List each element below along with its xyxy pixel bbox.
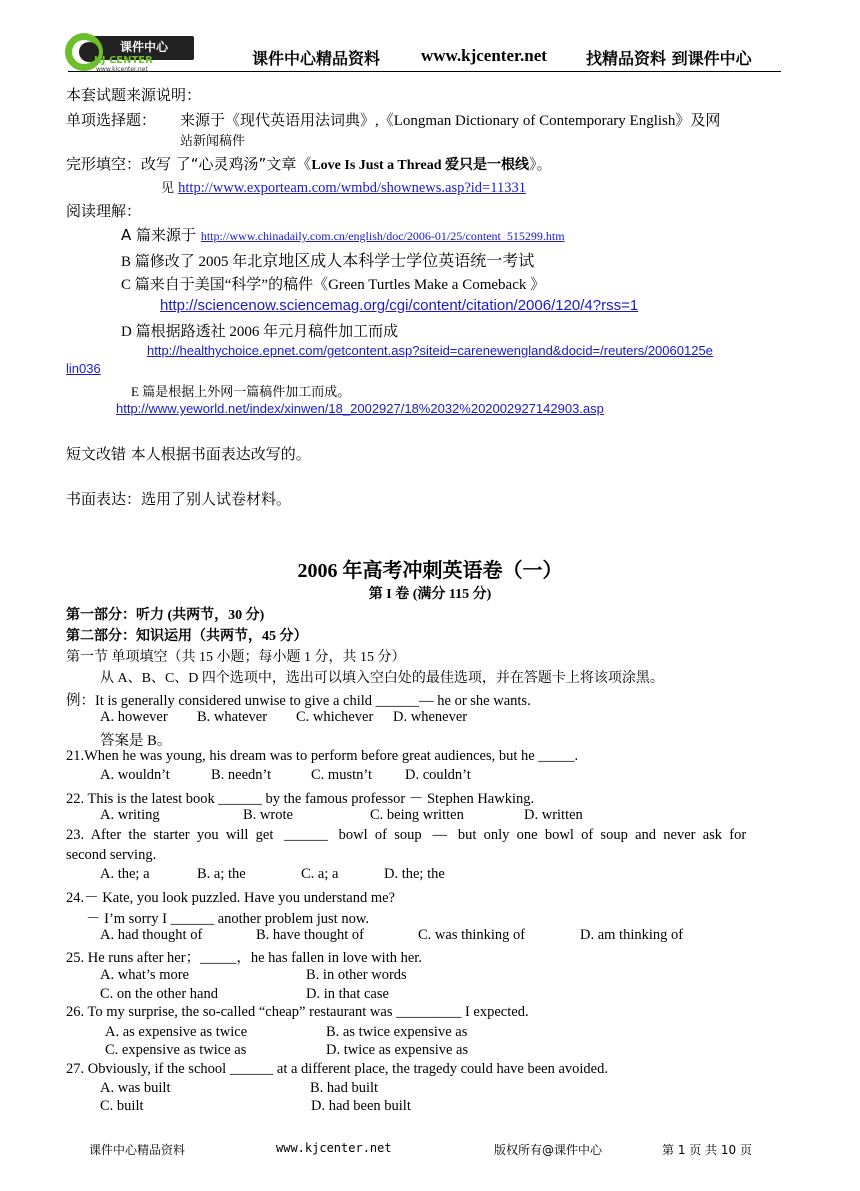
example-option: D. whenever [393, 709, 468, 725]
single-text-cont: 站新闻稿件 [180, 134, 246, 149]
reading-c-link[interactable]: http://sciencenow.sciencemag.org/cgi/content/citation/2006/120/4?rss=1 [160, 297, 639, 314]
q27-option-c: C. built [100, 1098, 144, 1114]
single-text: 来源于《现代英语用法词典》,《Longman Dictionary of Contemporary English》及网 [180, 113, 721, 129]
sources-intro: 本套试题来源说明： [66, 86, 202, 104]
logo-url: www.kjcenter.net [96, 66, 148, 72]
cloze-text-b: 》。 [529, 155, 552, 173]
header-slogan: 找精品资料 到课件中心 [586, 49, 752, 68]
q21-option-a: A. wouldn’t [100, 767, 170, 783]
reading-d-link-cont[interactable]: lin036 [66, 361, 101, 376]
example-option: C. whichever [296, 709, 374, 725]
cloze-see: 见 [161, 181, 179, 196]
reading-a-text: A 篇来源于 [121, 226, 201, 244]
cloze-see-line [161, 177, 526, 197]
q26-option-d: D. twice as expensive as [326, 1042, 469, 1058]
reading-b-text-b: 京地区成人本科学士学位英语统一考试 [262, 251, 535, 270]
cloze-text-a: 改写 了“心灵鸡汤”文章《 [141, 155, 312, 173]
question-24-reply: － I’m sorry I ______ another problem just now. [86, 911, 369, 927]
q25-option-d: D. in that case [306, 986, 389, 1002]
footer-copyright: 版权所有@课件中心 [494, 1143, 603, 1157]
header-url: www.kjcenter.net [421, 46, 547, 65]
header-title: 课件中心精品资料 [252, 49, 381, 68]
reading-b [121, 248, 534, 271]
example-answer: 答案是 B。 [100, 733, 172, 749]
reading-d-link[interactable]: http://healthychoice.epnet.com/getcontent.asp?siteid=carenewengland&docid=/reuters/20060125e [147, 343, 713, 358]
example-option: A. however [100, 709, 168, 725]
q22-option-d: D. written [524, 807, 583, 823]
reading-c-text: C 篇来自于美国“科学”的稿件《Green Turtles Make a Comeback 》 [121, 277, 546, 293]
question-23: 23. After the starter you will get ______ bowl of soup — but only one bowl of soup and never ask for [66, 827, 747, 843]
cloze-link[interactable]: http://www.exporteam.com/wmbd/shownews.asp?id=11331 [178, 180, 526, 196]
example-option: B. whatever [197, 709, 268, 725]
question-22: 22. This is the latest book ______ by the famous professor － Stephen Hawking. [66, 791, 535, 807]
reading-d-text: D 篇根据路透社 2006 年元月稿件加工而成 [121, 324, 399, 340]
correction-source: 短文改错 本人根据书面表达改写的。 [66, 445, 311, 463]
question-25: 25. He runs after her；_____，he has fallen in love with her. [66, 950, 422, 966]
exam-title: 2006 年高考冲刺英语卷（一） [297, 560, 563, 582]
part2-heading: 第二部分：知识运用（共两节，45 分） [66, 629, 308, 644]
cloze-title: Love Is Just a Thread 爱只是一根线 [311, 158, 530, 173]
exam-subtitle: 第 I 卷 (满分 115 分) [368, 587, 492, 602]
footer-page-number: 第 1 页 共 10 页 [662, 1143, 752, 1157]
logo-text-cn: 课件中心 [120, 40, 169, 54]
footer-left: 课件中心精品资料 [89, 1143, 186, 1157]
question-24: 24.－ Kate, you look puzzled. Have you understand me? [66, 890, 395, 906]
q27-option-b: B. had built [310, 1080, 379, 1096]
q21-option-b: B. needn’t [211, 767, 272, 783]
example-question: 例：It is generally considered unwise to give a child ______— he or she wants. [66, 693, 531, 709]
writing-source: 书面表达：选用了别人试卷材料。 [66, 490, 292, 508]
q23-option-d: D. the; the [384, 866, 445, 882]
q24-option-b: B. have thought of [256, 927, 364, 943]
q24-option-a: A. had thought of [100, 927, 203, 943]
instruction: 从 A、B、C、D 四个选项中，选出可以填入空白处的最佳选项，并在答题卡上将该项涂黑。 [100, 671, 664, 686]
q24-option-c: C. was thinking of [418, 927, 526, 943]
q24-option-d: D. am thinking of [580, 927, 684, 943]
q26-option-b: B. as twice expensive as [326, 1024, 468, 1040]
cloze-label: 完形填空： [66, 155, 142, 173]
part1-heading: 第一部分：听力 (共两节，30 分) [66, 608, 265, 623]
q25-option-a: A. what’s more [100, 967, 189, 983]
q25-option-c: C. on the other hand [100, 986, 218, 1002]
reading-label: 阅读理解： [66, 202, 142, 220]
q22-option-c: C. being written [370, 807, 464, 823]
logo-text-en: KJ CENTER [94, 55, 153, 66]
q27-option-a: A. was built [100, 1080, 171, 1096]
header-rule [68, 71, 781, 72]
footer-url: www.kjcenter.net [276, 1141, 392, 1155]
q23-option-c: C. a; a [301, 866, 339, 882]
q27-option-d: D. had been built [311, 1098, 411, 1114]
q26-option-c: C. expensive as twice as [105, 1042, 247, 1058]
section1-heading: 第一节 单项填空（共 15 小题；每小题 1 分，共 15 分） [66, 650, 406, 665]
q23-option-a: A. the; a [100, 866, 150, 882]
reading-a [121, 224, 565, 245]
q22-option-b: B. wrote [243, 807, 293, 823]
question-26: 26. To my surprise, the so-called “cheap” restaurant was _________ I expected. [66, 1004, 529, 1020]
question-21: 21.When he was young, his dream was to perform before great audiences, but he _____. [66, 748, 579, 764]
q22-option-a: A. writing [100, 807, 160, 823]
q21-option-c: C. mustn’t [311, 767, 372, 783]
reading-a-link[interactable]: http://www.chinadaily.com.cn/english/doc/2006-01/25/content_515299.htm [200, 229, 565, 243]
reading-b-text-a: B 篇修改了 2005 年北 [121, 254, 263, 270]
cloze-source [66, 153, 552, 174]
question-23-cont: second serving. [66, 847, 157, 863]
single-label: 单项选择题： [66, 111, 157, 129]
reading-e-link[interactable]: http://www.yeworld.net/index/xinwen/18_2002927/18%2032%202002927142903.asp [116, 401, 604, 416]
q25-option-b: B. in other words [306, 967, 407, 983]
q21-option-d: D. couldn’t [405, 767, 471, 783]
q23-option-b: B. a; the [197, 866, 246, 882]
reading-e-text: E 篇是根据上外网一篇稿件加工而成。 [131, 384, 351, 399]
q26-option-a: A. as expensive as twice [105, 1024, 248, 1040]
kjcenter-logo [62, 30, 196, 72]
question-27: 27. Obviously, if the school ______ at a different place, the tragedy could have been avoided. [66, 1061, 608, 1077]
